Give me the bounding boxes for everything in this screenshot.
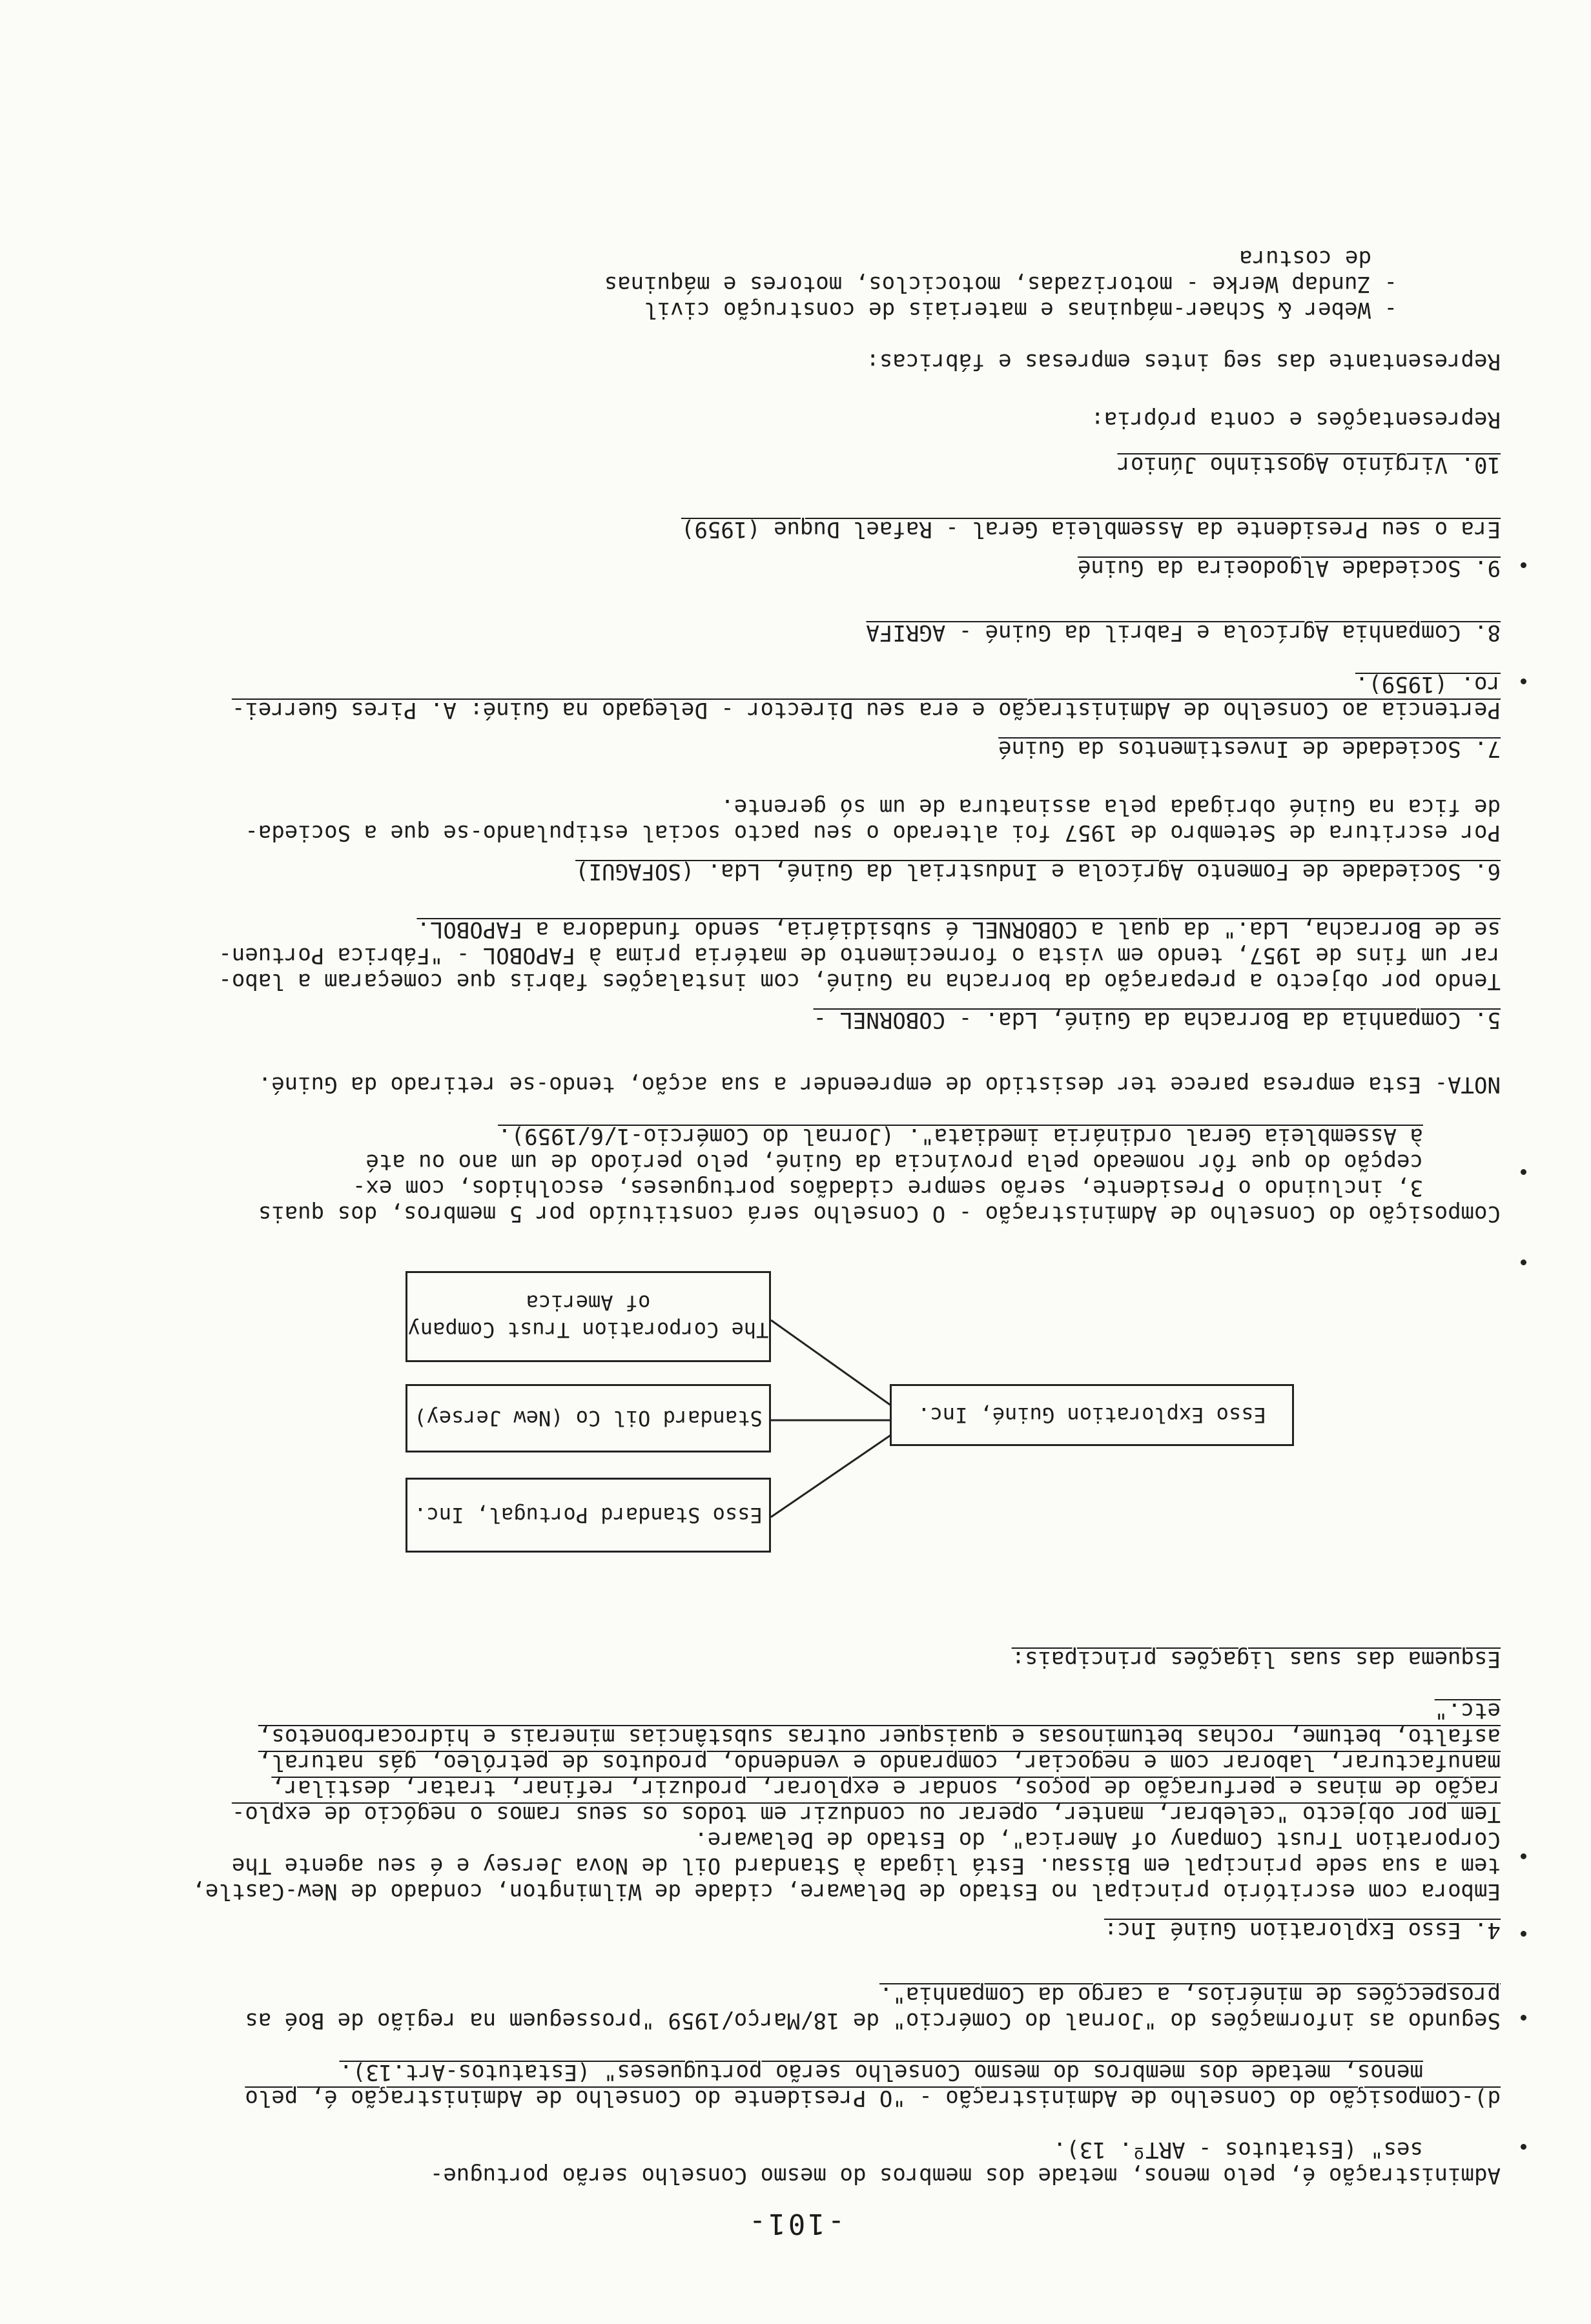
text-line: à Assembleia Geral ordinária imediata". (Jornal do Comércio-1/6/1959).	[498, 1123, 1423, 1149]
section-heading: 8. Companhia Agrícola e Fabril da Guiné - AGRIFA	[866, 620, 1501, 646]
text-line: etc."	[1434, 1698, 1501, 1724]
list-item: - Weber & Schaer-máquinas e materiais de construção civil	[644, 297, 1397, 323]
margin-dot	[1521, 1259, 1526, 1265]
text-line: tem a sua sede principal em Bissau. Está ligada à Standard Oil de Nova Jersey e é seu agente The	[231, 1853, 1501, 1879]
text-line: Tem por objecto "celebrar, manter, operar ou conduzir em todos os seus ramos o negócio de explo-	[231, 1801, 1501, 1827]
list-item: - Zundap Werke - motorizadas, motociclos, motores e máquinas	[604, 271, 1397, 297]
page-number: -101-	[746, 2207, 845, 2240]
text-line: Pertencia ao Conselho de Administração e era seu Director - Delegado na Guiné: A. Pires Guerrei-	[231, 697, 1501, 723]
text-line: 3, incluindo o Presidente, serão sempre cidadãos portugueses, escolhidos, com ex-	[352, 1175, 1423, 1201]
text-line: asfalto, betume, rochas betuminosas e quaisquer outras substâncias minerais e hidrocarbonetos,	[258, 1724, 1501, 1749]
section-heading: 10. Virgínio Agostinho Júnior	[1117, 452, 1501, 478]
margin-dot	[1521, 562, 1526, 568]
text-line: d)-Composição do Conselho de Administração - "O Presidente do Conselho de Administração é, pelo	[245, 2085, 1501, 2111]
note-line: NOTA- Esta empresa parece ter desistido de empreender a sua acção, tendo-se retirado da Guiné.	[258, 1072, 1501, 1097]
margin-dot	[1521, 1169, 1526, 1175]
box-standard-oil-new-jersey: Standard Oil Co (New Jersey)	[405, 1384, 771, 1452]
box-esso-standard-portugal: Esso Standard Portugal, Inc.	[405, 1478, 771, 1553]
text-line: Representante das seg intes empresas e fábricas:	[866, 349, 1501, 374]
text-line: Tendo por objecto a preparação da borracha na Guiné, com instalações fabris que começaram a labo-	[218, 968, 1501, 994]
text-line: Segundo as informações do "Jornal do Comércio" de 18/Março/1959 "prosseguem na região de Boé as	[245, 2008, 1501, 2034]
margin-dot	[1521, 2144, 1526, 2150]
section-heading: 7. Sociedade de Investimentos da Guiné	[998, 736, 1501, 762]
diagram-heading: Esquema das suas ligações principais:	[1011, 1646, 1501, 1672]
list-item: de costura	[1239, 245, 1371, 271]
text-line: cepção do que fôr nomeado pela província da Guiné, pelo período de um ano ou até	[365, 1149, 1423, 1175]
text-line: Por escritura de Setembro de 1957 foi alterado o seu pacto social estipulando-se que a Socieda-	[245, 820, 1501, 846]
section-heading: 4. Esso Exploration Guiné Inc:	[1103, 1917, 1501, 1943]
text-line: Administração é, pelo menos, metade dos membros do mesmo Conselho serão portugue-	[429, 2163, 1501, 2188]
text-line: rar um fins de 1957, tendo em vista o fornecimento de matéria prima à FAPOBOL - "Fábrica Portuen-	[218, 943, 1501, 968]
text-line: ração de minas e perfuração de poços, sondar e explorar, produzir, refinar, tratar, destilar,	[271, 1775, 1501, 1801]
text-line: Composição do Conselho de Administração - O Conselho será constituído por 5 membros, dos quais	[258, 1201, 1501, 1227]
text-line: se de Borracha, Lda." da qual a COBORNEL é subsidiária, sendo fundadora a FAPOBOL.	[416, 917, 1501, 943]
margin-dot	[1521, 1853, 1526, 1859]
text-line: ses" (Estatutos - ARTº. 13).	[1052, 2137, 1423, 2163]
margin-dot	[1521, 2015, 1526, 2021]
section-heading: 9. Sociedade Algodoeira da Guiné	[1077, 555, 1501, 581]
margin-dot	[1521, 1931, 1526, 1937]
box-esso-exploration-guine: Esso Exploration Guiné, Inc.	[890, 1384, 1294, 1446]
text-line: Embora com escritório principal no Estado de Delaware, cidade de Wilmington, condado de New-Castle,	[192, 1879, 1501, 1904]
text-line: Corporation Trust Company of America", do Estado de Delaware.	[694, 1827, 1501, 1853]
section-heading: 5. Companhia da Borracha da Guiné, Lda. - COBORNEL -	[813, 1007, 1501, 1033]
text-line: prospecções de minérios, a cargo da Companhia".	[879, 1982, 1501, 2008]
section-heading: 6. Sociedade de Fomento Agrícola e Industrial da Guiné, Lda. (SOFAGUI)	[575, 859, 1501, 884]
text-line: ro. (1959).	[1355, 671, 1501, 697]
text-line: menos, metade dos membros do mesmo Conselho serão portugueses" (Estatutos-Art.13).	[339, 2059, 1423, 2085]
text-line: manufacturar, laborar com e negociar, comprando e vendendo, produtos de petróleo, gás natural,	[258, 1749, 1501, 1775]
text-line: Era o seu Presidente da Assembleia Geral - Rafael Duque (1959)	[681, 516, 1501, 542]
box-corporation-trust-company: The Corporation Trust Company of America	[405, 1271, 771, 1362]
margin-dot	[1521, 678, 1526, 684]
text-line: Representações e conta própria:	[1091, 407, 1501, 433]
text-line: de fica na Guiné obrigada pela assinatura de um só gerente.	[721, 794, 1501, 820]
